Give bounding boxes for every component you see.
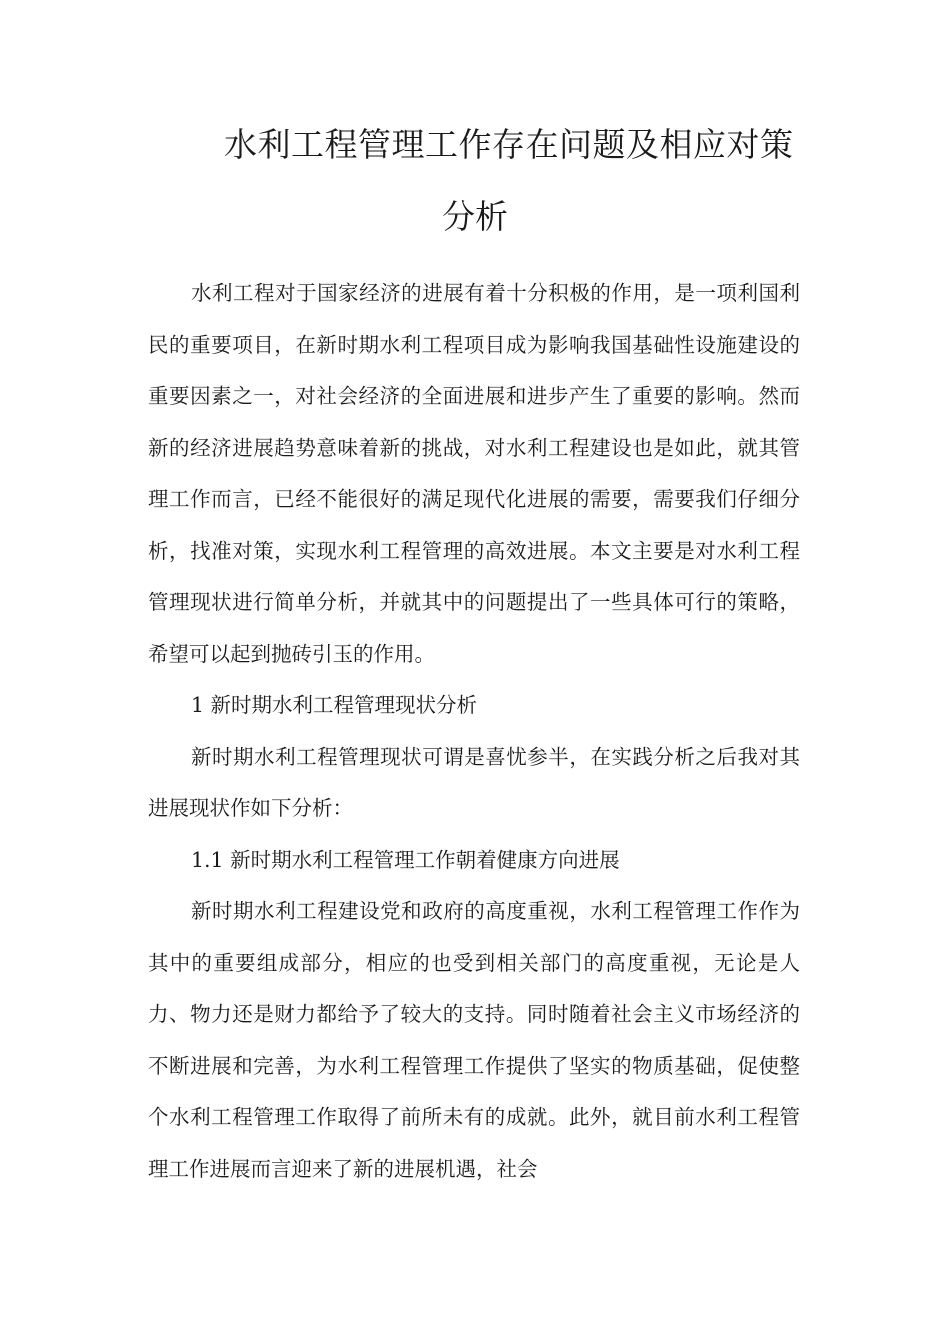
section-1-1-paragraph: 新时期水利工程建设党和政府的高度重视，水利工程管理工作作为其中的重要组成部分，相应的也受到相关部门的高度重视，无论是人力、物力还是财力都给予了较大的支持。同时随着社会主义市场经济的不断进展和完善，为水利工程管理工作提供了坚实的物质基础，促使整个水利工程管理工作取得了前所未有的成就。此外，就目前水利工程管理工作进展而言迎来了新的进展机遇，社会 [148, 899, 800, 1181]
document-title-line-2: 分析 [442, 197, 508, 236]
document-title-line-1: 水利工程管理工作存在问题及相应对策 [224, 125, 794, 164]
section-1-paragraph: 新时期水利工程管理现状可谓是喜忧参半，在实践分析之后我对其进展现状作如下分析： [148, 744, 800, 820]
document-body [148, 268, 800, 1195]
intro-paragraph: 水利工程对于国家经济的进展有着十分积极的作用，是一项利国利民的重要项目，在新时期水利工程项目成为影响我国基础性设施建设的重要因素之一，对社会经济的全面进展和进步产生了重要的影响。然而新的经济进展趋势意味着新的挑战，对水利工程建设也是如此，就其管理工作而言，已经不能很好的满足现代化进展的需要，需要我们仔细分析，找准对策，实现水利工程管理的高效进展。本文主要是对水利工程管理现状进行简单分析，并就其中的问题提出了一些具体可行的策略，希望可以起到抛砖引玉的作用。 [148, 281, 800, 666]
section-heading-1: 1 新时期水利工程管理现状分析 [191, 693, 478, 717]
section-heading-1-1: 1.1 新时期水利工程管理工作朝着健康方向进展 [191, 847, 620, 872]
